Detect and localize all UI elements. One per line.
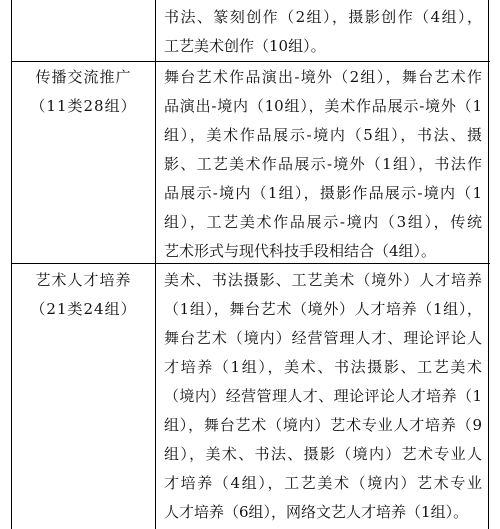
text-line: 组），工艺美术作品展示-境内（3组），传统 bbox=[164, 213, 482, 231]
text-line: 品展示-境内（1组），摄影作品展示-境内（1 bbox=[164, 184, 482, 202]
text-line: 美术、书法摄影、工艺美术（境外）人才培养 bbox=[164, 271, 482, 289]
text-line: 舞台艺术作品演出-境外（2组），舞台艺术作 bbox=[164, 68, 482, 86]
text-line: 组），美术作品展示-境内（5组），书法、摄 bbox=[164, 126, 482, 144]
column-divider bbox=[155, 0, 156, 529]
text-line: 品演出-境内（10组），美术作品展示-境外（1 bbox=[164, 97, 482, 115]
text-line: 书法、篆刻创作（2组），摄影创作（4组）， bbox=[164, 8, 482, 26]
row-divider bbox=[12, 61, 490, 62]
text-line: 人才培养（6组），网络文艺人才培养（1组）。 bbox=[164, 503, 469, 521]
text-line: 艺术形式与现代科技手段相结合（4组）。 bbox=[164, 242, 437, 260]
text-line: 才培养（4组），工艺美术（境内）艺术专业 bbox=[164, 474, 482, 492]
table-row-category bbox=[12, 63, 155, 121]
table-row-content bbox=[164, 3, 482, 61]
text-line: （境内）经营管理人才、理论评论人才培养（1 bbox=[164, 387, 482, 405]
text-line: 影、工艺美术作品展示-境外（1组），书法作 bbox=[164, 155, 482, 173]
policy-table bbox=[11, 0, 489, 529]
table-row-content bbox=[164, 63, 482, 266]
text-line: （1组），舞台艺术（境外）人才培养（1组）， bbox=[164, 300, 482, 318]
table-row-content bbox=[164, 266, 482, 527]
text-line: 舞台艺术（境内）经营管理人才、理论评论人 bbox=[164, 329, 482, 347]
category-count: （21类24组） bbox=[30, 300, 137, 318]
text-line: 才培养（1组），美术、书法摄影、工艺美术 bbox=[164, 358, 482, 376]
text-line: 工艺美术创作（10组）。 bbox=[164, 37, 326, 55]
table-row-category bbox=[12, 266, 155, 324]
category-count: （11类28组） bbox=[30, 97, 137, 115]
text-line: 组），舞台艺术（境内）艺术专业人才培养（9 bbox=[164, 416, 482, 434]
category-label: 传播交流推广 bbox=[35, 68, 132, 86]
text-line: 组），美术、书法、摄影（境内）艺术专业人 bbox=[164, 445, 482, 463]
category-label: 艺术人才培养 bbox=[35, 271, 132, 289]
